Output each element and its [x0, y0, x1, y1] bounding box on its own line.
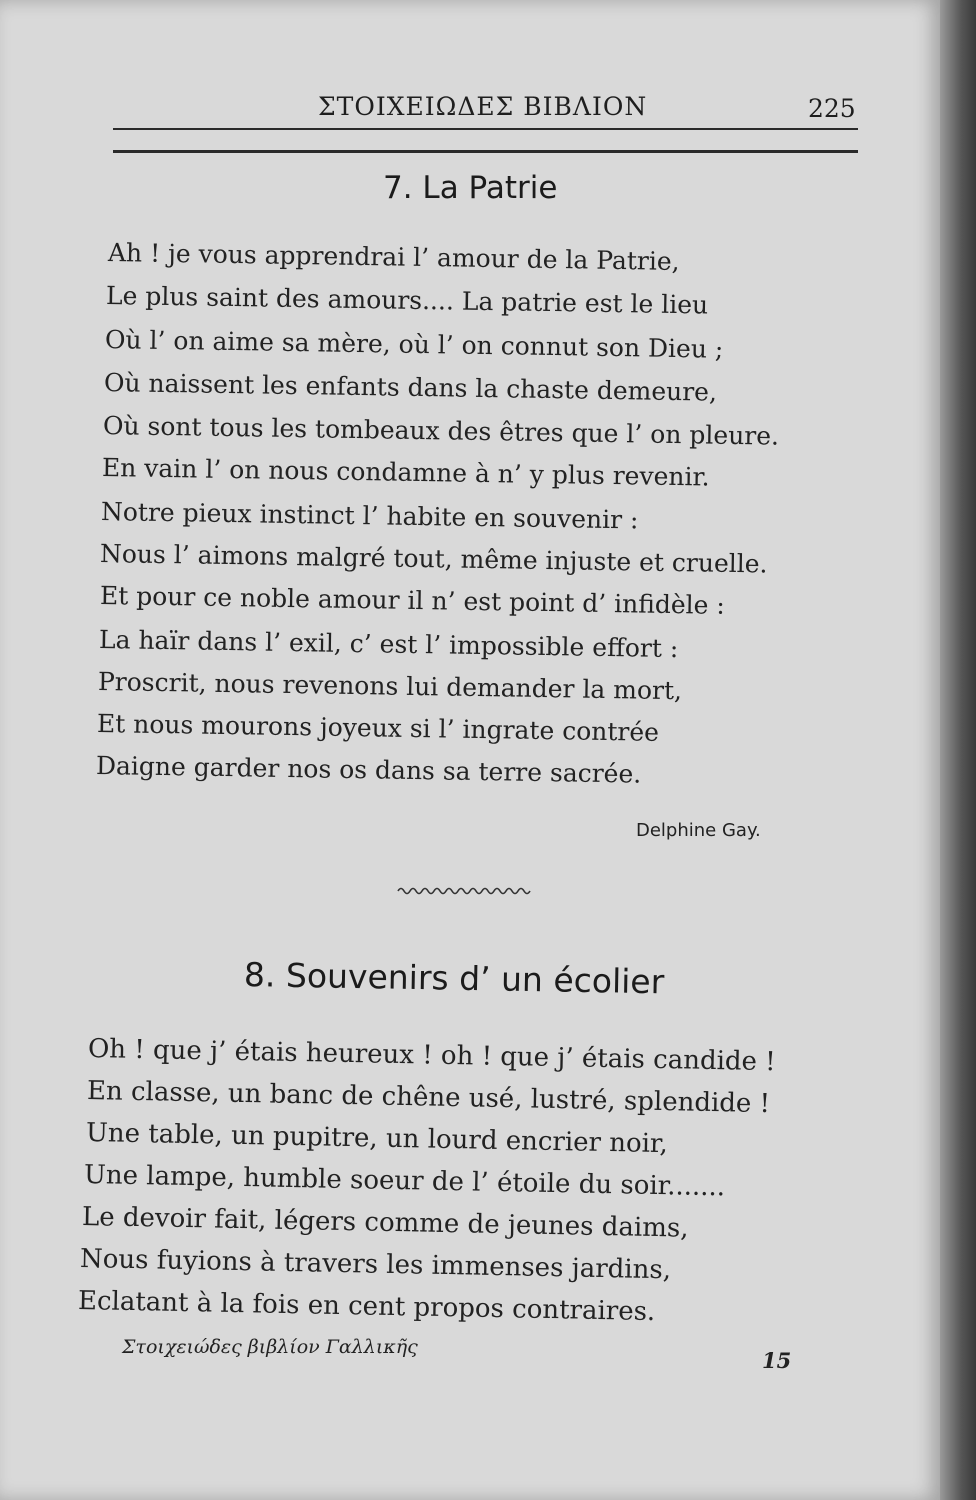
- poem-line: Daigne garder nos os dans sa terre sacrée.: [95, 751, 642, 789]
- poem-line: Nous fuyions à travers les immenses jardins,: [79, 1244, 672, 1286]
- running-title: ΣΤΟΙΧΕΙΩΔΕΣ ΒΙΒΛΙΟΝ: [318, 92, 648, 121]
- poem-line: Où sont tous les tombeaux des êtres que l’ on pleure.: [102, 411, 780, 451]
- poem-line: La haïr dans l’ exil, c’ est l’ impossible effort :: [98, 625, 679, 664]
- poem-line: Une table, un pupitre, un lourd encrier noir,: [85, 1118, 669, 1160]
- poem-line: Et nous mourons joyeux si l’ ingrate contrée: [96, 709, 660, 747]
- poem-line: Où naissent les enfants dans la chaste demeure,: [103, 368, 718, 407]
- header-rule-top: [113, 128, 858, 130]
- poem-line: Notre pieux instinct l’ habite en souvenir :: [100, 497, 639, 535]
- poem-line: Oh ! que j’ étais heureux ! oh ! que j’ étais candide !: [87, 1034, 776, 1078]
- poem-line: Où l’ on aime sa mère, où l’ on connut son Dieu ;: [104, 325, 724, 364]
- poem-line: Nous l’ aimons malgré tout, même injuste et cruelle.: [99, 539, 768, 579]
- header-rule-bottom: [113, 150, 858, 153]
- poem-line: Le devoir fait, légers comme de jeunes daims,: [81, 1202, 689, 1244]
- page-edge: [940, 0, 976, 1500]
- poem-line: En vain l’ on nous condamne à n’ y plus revenir.: [101, 453, 710, 492]
- page-number: 225: [808, 94, 856, 123]
- author-signature: Delphine Gay.: [636, 820, 761, 841]
- section-title-la-patrie: 7. La Patrie: [383, 170, 558, 206]
- poem-line: En classe, un banc de chêne usé, lustré, splendide !: [86, 1076, 771, 1120]
- poem-line: Proscrit, nous revenons lui demander la mort,: [97, 667, 683, 706]
- poem-line: Ah ! je vous apprendrai l’ amour de la Patrie,: [107, 238, 680, 276]
- wavy-divider: [396, 884, 532, 898]
- poem-line: Le plus saint des amours.... La patrie est le lieu: [105, 281, 709, 320]
- footer-book-title: Στοιχειώδες βιβλίον Γαλλικῆς: [122, 1336, 418, 1358]
- section-title-souvenirs: 8. Souvenirs d’ un écolier: [243, 955, 665, 1002]
- running-head: [0, 92, 940, 126]
- poem-line: Et pour ce noble amour il n’ est point d’ infidèle :: [99, 581, 726, 620]
- poem-line: Eclatant à la fois en cent propos contraires.: [77, 1286, 656, 1328]
- printer-signature: 15: [762, 1348, 792, 1373]
- poem-line: Une lampe, humble soeur de l’ étoile du soir.......: [83, 1160, 726, 1203]
